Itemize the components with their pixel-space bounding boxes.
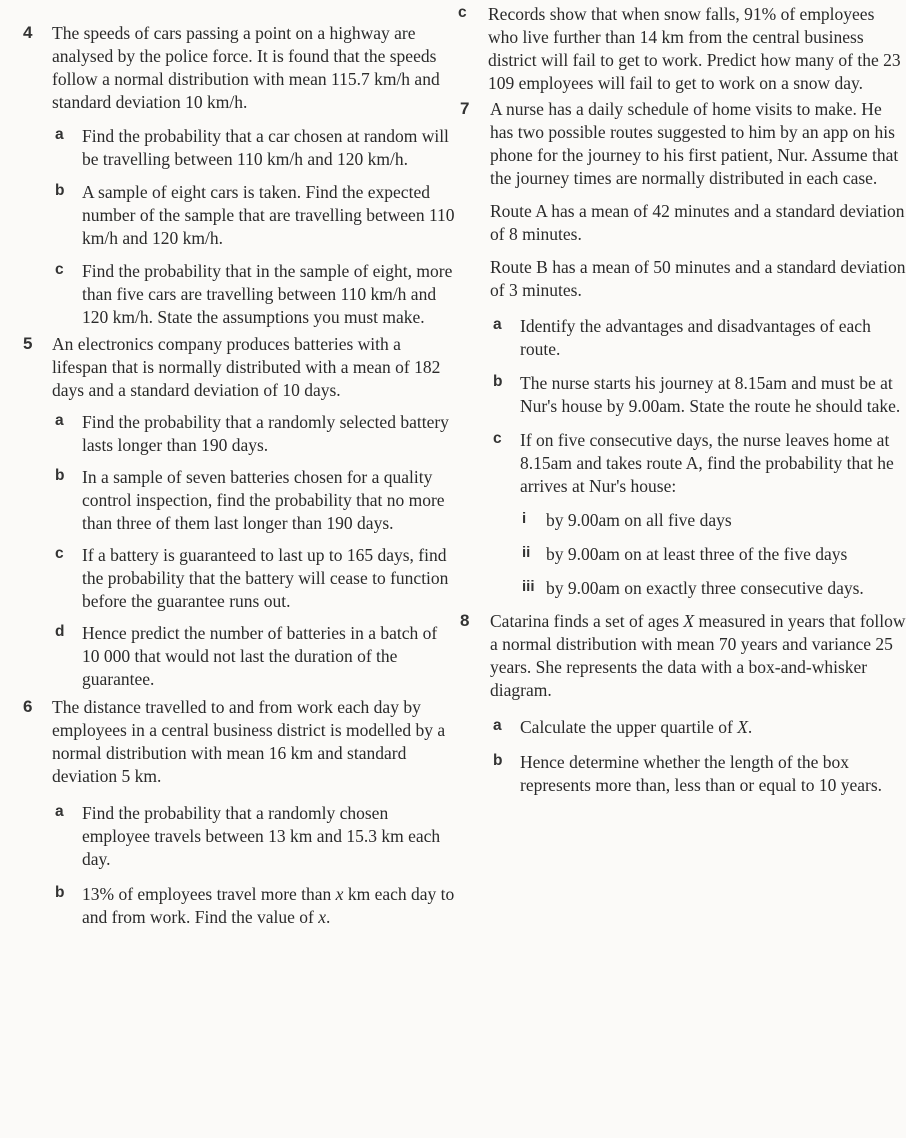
part-label: b xyxy=(493,373,503,390)
question-number: 7 xyxy=(460,99,470,118)
part-text: In a sample of seven batteries chosen for a quality control inspection, find the probability that no more than three of them last longer than 190 days. xyxy=(82,467,445,533)
part-b xyxy=(52,181,455,250)
part-text: Hence predict the number of batteries in a batch of 10 000 that would not last the duration of the guarantee. xyxy=(82,623,438,689)
part-text: If on five consecutive days, the nurse leaves home at 8.15am and takes route A, find the probability that he arrives at Nur's house: xyxy=(520,430,894,496)
question-number: 8 xyxy=(460,611,470,630)
question-6 xyxy=(0,696,455,929)
part-text: If a battery is guaranteed to last up to 165 days, find the probability that the battery will cease to function before the guarantee runs out. xyxy=(82,545,449,611)
variable-X: X xyxy=(737,717,748,737)
variable-x: x xyxy=(335,884,344,904)
question-5 xyxy=(0,333,455,691)
route-b-info: Route B has a mean of 50 minutes and a standard deviation of 3 minutes. xyxy=(490,257,906,300)
part-label: c xyxy=(493,430,502,447)
part-a xyxy=(52,802,455,871)
question-number: 4 xyxy=(23,23,33,42)
part-label: b xyxy=(55,884,65,901)
part-b xyxy=(52,883,455,929)
part-a xyxy=(490,716,906,739)
variable-X: X xyxy=(683,611,695,631)
subpart-text: by 9.00am on at least three of the five days xyxy=(546,544,848,564)
part-label: c xyxy=(458,4,467,21)
part-text: Find the probability that a car chosen at random will be travelling between 110 km/h and 120 km/h. xyxy=(82,126,449,169)
part-label: a xyxy=(493,717,502,734)
part-d xyxy=(52,622,455,691)
part-text: Find the probability that a randomly selected battery lasts longer than 190 days. xyxy=(82,412,449,455)
part-b xyxy=(52,466,455,535)
variable-x: x xyxy=(318,907,326,927)
subpart-iii xyxy=(520,577,906,600)
part-text: A sample of eight cars is taken. Find the expected number of the sample that are travelling between 110 km/h and 120 km/h. xyxy=(82,182,455,248)
question-number: 5 xyxy=(23,334,33,353)
part-label: a xyxy=(55,803,64,820)
question-text: A nurse has a daily schedule of home visits to make. He has two possible routes suggested to him by an app on his phone for the journey to his first patient, Nur. Assume that the journey times are normally distributed in each case. xyxy=(490,99,899,188)
part-label: b xyxy=(55,182,65,199)
left-column xyxy=(0,0,455,929)
part-text: Identify the advantages and disadvantages of each route. xyxy=(520,316,871,359)
part-label: c xyxy=(55,545,64,562)
subpart-text: by 9.00am on all five days xyxy=(546,510,732,530)
subpart-label: i xyxy=(522,510,527,527)
part-c xyxy=(52,260,455,329)
part-b xyxy=(490,751,906,797)
question-text: An electronics company produces batteries with a lifespan that is normally distributed with a mean of 182 days and a standard deviation of 10 days. xyxy=(52,334,441,400)
question-6-part-c xyxy=(458,3,906,95)
part-label: d xyxy=(55,623,65,640)
question-4 xyxy=(0,22,455,329)
part-label: a xyxy=(493,316,502,333)
question-8 xyxy=(458,610,906,797)
part-text: 13% of employees travel more than x km each day to and from work. Find the value of x. xyxy=(82,884,455,927)
part-a xyxy=(52,411,455,457)
subpart-text: by 9.00am on exactly three consecutive days. xyxy=(546,578,864,598)
question-7 xyxy=(458,98,906,600)
part-a xyxy=(52,125,455,171)
part-label: c xyxy=(55,261,64,278)
part-text: The nurse starts his journey at 8.15am and must be at Nur's house by 9.00am. State the route he should take. xyxy=(520,373,901,416)
part-label: b xyxy=(493,752,503,769)
part-text: Hence determine whether the length of the box represents more than, less than or equal to 10 years. xyxy=(520,752,883,795)
question-text: The distance travelled to and from work each day by employees in a central business district is modelled by a normal distribution with mean 16 km and standard deviation 5 km. xyxy=(52,697,446,786)
part-c xyxy=(52,544,455,613)
question-number: 6 xyxy=(23,697,33,716)
question-text: Catarina finds a set of ages X measured in years that follow a normal distribution with mean 70 years and variance 25 years. She represents the data with a box-and-whisker diagram. xyxy=(490,611,906,700)
part-a xyxy=(490,315,906,361)
part-c xyxy=(490,429,906,600)
subpart-ii xyxy=(520,543,906,566)
part-text: Find the probability that in the sample of eight, more than five cars are travelling between 110 km/h and 120 km/h. State the assumptions you must make. xyxy=(82,261,453,327)
subpart-i xyxy=(520,509,906,532)
part-label: a xyxy=(55,412,64,429)
subpart-label: iii xyxy=(522,578,535,595)
part-text: Calculate the upper quartile of X. xyxy=(520,717,753,737)
part-label: b xyxy=(55,467,65,484)
question-text: The speeds of cars passing a point on a highway are analysed by the police force. It is found that the speeds follow a normal distribution with mean 115.7 km/h and standard deviation 10 km/h. xyxy=(52,23,440,112)
part-label: a xyxy=(55,126,64,143)
part-b xyxy=(490,372,906,418)
right-column xyxy=(458,0,906,797)
route-a-info: Route A has a mean of 42 minutes and a standard deviation of 8 minutes. xyxy=(490,201,905,244)
part-text: Find the probability that a randomly chosen employee travels between 13 km and 15.3 km each day. xyxy=(82,803,441,869)
subpart-label: ii xyxy=(522,544,531,561)
part-text: Records show that when snow falls, 91% of employees who live further than 14 km from the central business district will fail to get to work. Predict how many of the 23 109 employees will fail to get to work on a snow day. xyxy=(488,4,901,93)
